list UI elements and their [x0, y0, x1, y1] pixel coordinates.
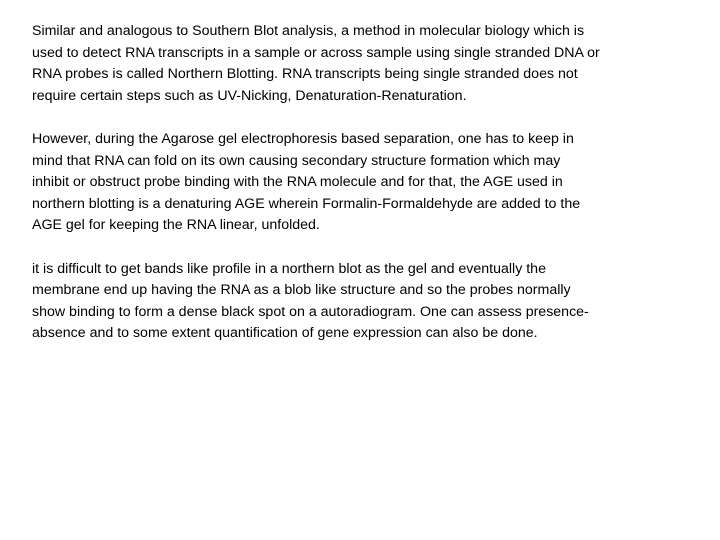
- paragraph-northern-blot-definition: [32, 21, 692, 107]
- text-line: inhibit or obstruct probe binding with the RNA molecule and for that, the AGE used in: [32, 174, 563, 191]
- text-line: northern blotting is a denaturing AGE wherein Formalin-Formaldehyde are added to the: [32, 195, 581, 212]
- text-line: it is difficult to get bands like profile in a northern blot as the gel and eventually the: [32, 260, 546, 277]
- text-line: RNA probes is called Northern Blotting. RNA transcripts being single stranded does not: [32, 66, 578, 83]
- paragraph-blob-detection: [32, 259, 692, 345]
- document-body: [32, 21, 692, 367]
- text-line: require certain steps such as UV-Nicking, Denaturation-Renaturation.: [32, 87, 467, 104]
- text-line: used to detect RNA transcripts in a sample or across sample using single stranded DNA or: [32, 44, 600, 61]
- text-line: membrane end up having the RNA as a blob like structure and so the probes normally: [32, 282, 571, 299]
- text-line: However, during the Agarose gel electrophoresis based separation, one has to keep in: [32, 130, 574, 147]
- text-line: absence and to some extent quantification of gene expression can also be done.: [32, 325, 538, 342]
- text-line: show binding to form a dense black spot on a autoradiogram. One can assess presence-: [32, 303, 589, 320]
- text-line: Similar and analogous to Southern Blot analysis, a method in molecular biology which is: [32, 23, 585, 39]
- text-line: AGE gel for keeping the RNA linear, unfolded.: [32, 217, 320, 234]
- paragraph-denaturing-age: [32, 129, 692, 237]
- text-line: mind that RNA can fold on its own causing secondary structure formation which may: [32, 152, 561, 169]
